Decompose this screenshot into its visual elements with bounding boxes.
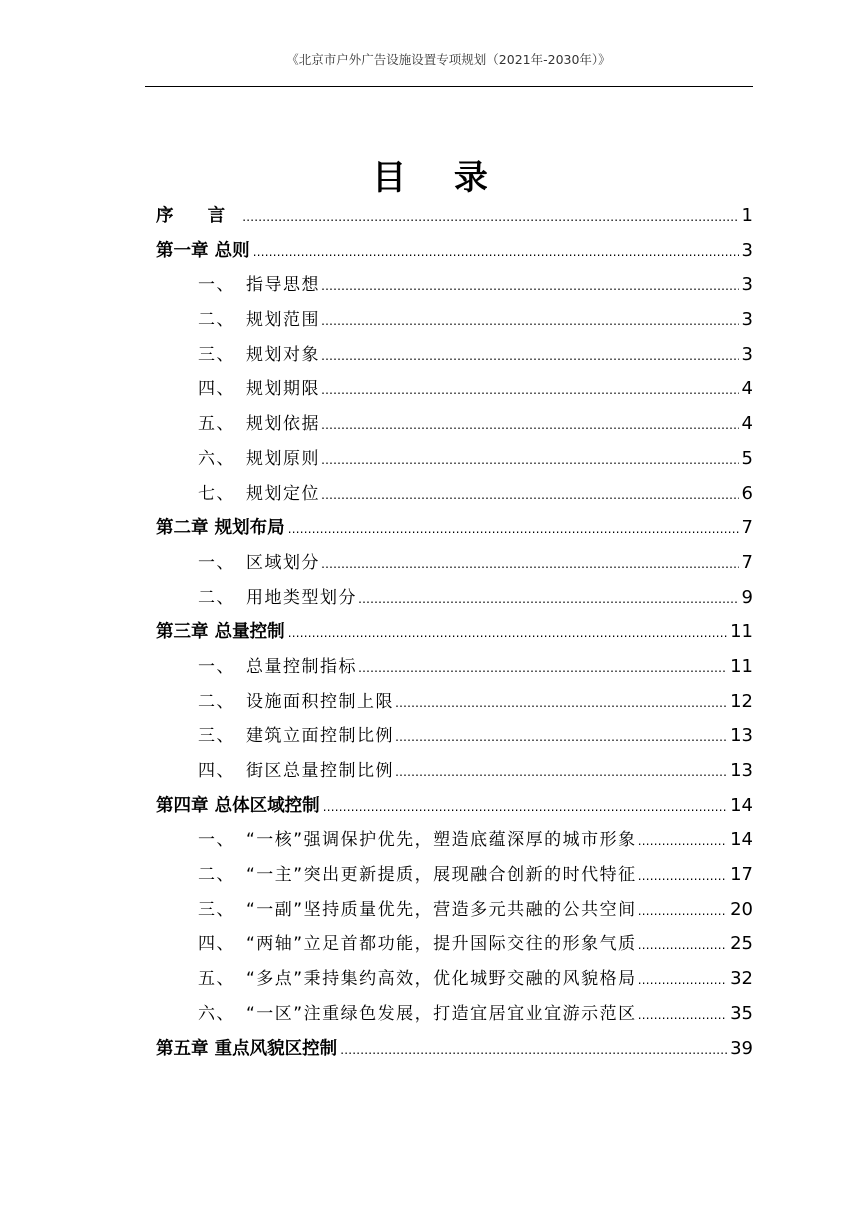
toc-page-number: 3 [741, 274, 753, 296]
toc-page-number: 14 [730, 829, 753, 851]
toc-section-row[interactable] [156, 581, 753, 616]
header-divider [145, 86, 753, 87]
toc-chapter-row[interactable] [156, 234, 753, 269]
dot-leader [321, 269, 739, 304]
toc-entry-label: 规划依据 [246, 414, 320, 435]
dot-leader [321, 339, 739, 374]
toc-section-row[interactable] [156, 372, 753, 407]
toc-section-row[interactable] [156, 754, 753, 789]
toc-entry-label: 第三章 总量控制 [156, 622, 285, 643]
toc-entry-label: “一核”强调保护优先，塑造底蕴深厚的城市形象 [246, 830, 637, 851]
toc-section-number: 四、 [198, 761, 235, 781]
toc-title: 目 录 [372, 158, 506, 198]
toc-chapter-row[interactable] [156, 615, 753, 650]
toc-entry-label: 规划对象 [246, 344, 320, 365]
toc-page-number: 5 [741, 447, 753, 469]
toc-section-number: 七、 [198, 483, 235, 504]
dot-leader [395, 755, 727, 790]
dot-leader [638, 894, 727, 929]
toc-section-row[interactable] [156, 650, 753, 685]
toc-page-number: 4 [741, 413, 753, 435]
toc-entry-label: 第二章 规划布局 [156, 518, 285, 539]
dot-leader [638, 998, 727, 1033]
toc-entry-label: 第四章 总体区域控制 [156, 795, 320, 816]
toc-section-row[interactable] [156, 997, 753, 1032]
toc-section-number: 一、 [198, 275, 235, 296]
toc-section-number: 二、 [198, 587, 235, 608]
toc-page-number: 11 [730, 621, 753, 643]
toc-page-number: 11 [730, 655, 753, 677]
toc-section-number: 三、 [198, 344, 235, 365]
toc-entry-label: 用地类型划分 [246, 587, 357, 608]
toc-page-number: 4 [741, 378, 753, 400]
toc-page-number: 3 [741, 309, 753, 331]
dot-leader [395, 686, 727, 721]
table-of-contents [156, 199, 753, 1066]
toc-section-number: 五、 [198, 414, 235, 435]
toc-entry-label: 序 言 [156, 206, 240, 226]
dot-leader [340, 1033, 727, 1068]
toc-entry-label: 建筑立面控制比例 [246, 726, 394, 747]
dot-leader [321, 373, 739, 408]
toc-page-number: 25 [730, 933, 753, 955]
toc-entry-label: “一区”注重绿色发展，打造宜居宜业宜游示范区 [246, 1003, 637, 1024]
dot-leader [395, 720, 727, 755]
toc-entry-label: 总量控制指标 [246, 656, 357, 677]
toc-section-row[interactable] [156, 268, 753, 303]
toc-entry-label: 规划范围 [246, 310, 320, 331]
toc-section-row[interactable] [156, 927, 753, 962]
toc-section-number: 三、 [198, 899, 235, 920]
toc-entry-label: “两轴”立足首都功能，提升国际交往的形象气质 [246, 934, 637, 955]
toc-entry-label: 规划原则 [246, 448, 320, 469]
dot-leader [358, 651, 727, 686]
dot-leader [638, 963, 727, 998]
toc-section-row[interactable] [156, 962, 753, 997]
toc-chapter-row[interactable] [156, 511, 753, 546]
dot-leader [321, 443, 739, 478]
toc-entry-label: “多点”秉持集约高效，优化城野交融的风貌格局 [246, 969, 637, 990]
toc-section-row[interactable] [156, 858, 753, 893]
toc-page-number: 32 [730, 968, 753, 990]
toc-page-number: 3 [741, 343, 753, 365]
toc-entry-label: 第一章 总则 [156, 240, 250, 261]
toc-entry-label: “一副”坚持质量优先，营造多元共融的公共空间 [246, 899, 637, 920]
dot-leader [288, 512, 739, 547]
toc-entry-label: 规划期限 [246, 379, 320, 400]
dot-leader [321, 408, 739, 443]
toc-page-number: 12 [730, 690, 753, 712]
toc-section-number: 四、 [198, 379, 235, 400]
toc-section-row[interactable] [156, 477, 753, 512]
dot-leader [638, 859, 727, 894]
toc-page-number: 14 [730, 794, 753, 816]
toc-section-row[interactable] [156, 893, 753, 928]
toc-chapter-row[interactable] [156, 1032, 753, 1067]
toc-section-row[interactable] [156, 442, 753, 477]
toc-section-number: 二、 [198, 310, 235, 331]
toc-page-number: 1 [741, 205, 753, 226]
toc-section-number: 六、 [198, 1003, 235, 1024]
toc-section-row[interactable] [156, 719, 753, 754]
toc-entry-label: 规划定位 [246, 483, 320, 504]
toc-section-number: 一、 [198, 552, 235, 573]
toc-entry-label: 设施面积控制上限 [246, 691, 394, 712]
toc-page-number: 20 [730, 898, 753, 920]
toc-page-number: 17 [730, 864, 753, 886]
toc-page-number: 6 [741, 482, 753, 504]
toc-section-number: 一、 [198, 656, 235, 677]
toc-section-number: 四、 [198, 934, 235, 955]
toc-entry-label: 指导思想 [246, 275, 320, 296]
toc-entry-label: “一主”突出更新提质，展现融合创新的时代特征 [246, 865, 637, 886]
toc-entry-label: 区域划分 [246, 552, 320, 573]
toc-entry-label: 第五章 重点风貌区控制 [156, 1038, 338, 1059]
dot-leader [321, 478, 739, 513]
dot-leader [242, 200, 738, 235]
toc-entry-label: 街区总量控制比例 [246, 761, 394, 781]
dot-leader [321, 304, 739, 339]
toc-section-number: 三、 [198, 726, 235, 747]
toc-section-row[interactable] [156, 823, 753, 858]
toc-section-number: 二、 [198, 865, 235, 886]
toc-section-row[interactable] [156, 338, 753, 373]
running-header: 《北京市户外广告设施设置专项规划（2021年-2030年）》 [286, 52, 611, 67]
toc-section-row[interactable] [156, 407, 753, 442]
dot-leader [358, 582, 739, 617]
toc-page-number: 7 [741, 551, 753, 573]
dot-leader [323, 790, 728, 825]
toc-page-number: 3 [741, 239, 753, 261]
toc-chapter-row[interactable] [156, 789, 753, 824]
toc-section-number: 一、 [198, 830, 235, 851]
toc-page-number: 35 [730, 1002, 753, 1024]
toc-section-row[interactable] [156, 546, 753, 581]
dot-leader [321, 547, 739, 582]
toc-section-number: 五、 [198, 969, 235, 990]
toc-section-number: 二、 [198, 691, 235, 712]
dot-leader [253, 235, 739, 270]
toc-section-row[interactable] [156, 685, 753, 720]
toc-chapter-row[interactable] [156, 199, 753, 234]
toc-page-number: 9 [741, 586, 753, 608]
dot-leader [288, 616, 728, 651]
toc-section-row[interactable] [156, 303, 753, 338]
dot-leader [638, 928, 727, 963]
toc-page-number: 39 [730, 1037, 753, 1059]
toc-page-number: 13 [730, 760, 753, 781]
dot-leader [638, 824, 727, 859]
toc-page-number: 13 [730, 725, 753, 747]
toc-page-number: 7 [741, 517, 753, 539]
toc-section-number: 六、 [198, 448, 235, 469]
